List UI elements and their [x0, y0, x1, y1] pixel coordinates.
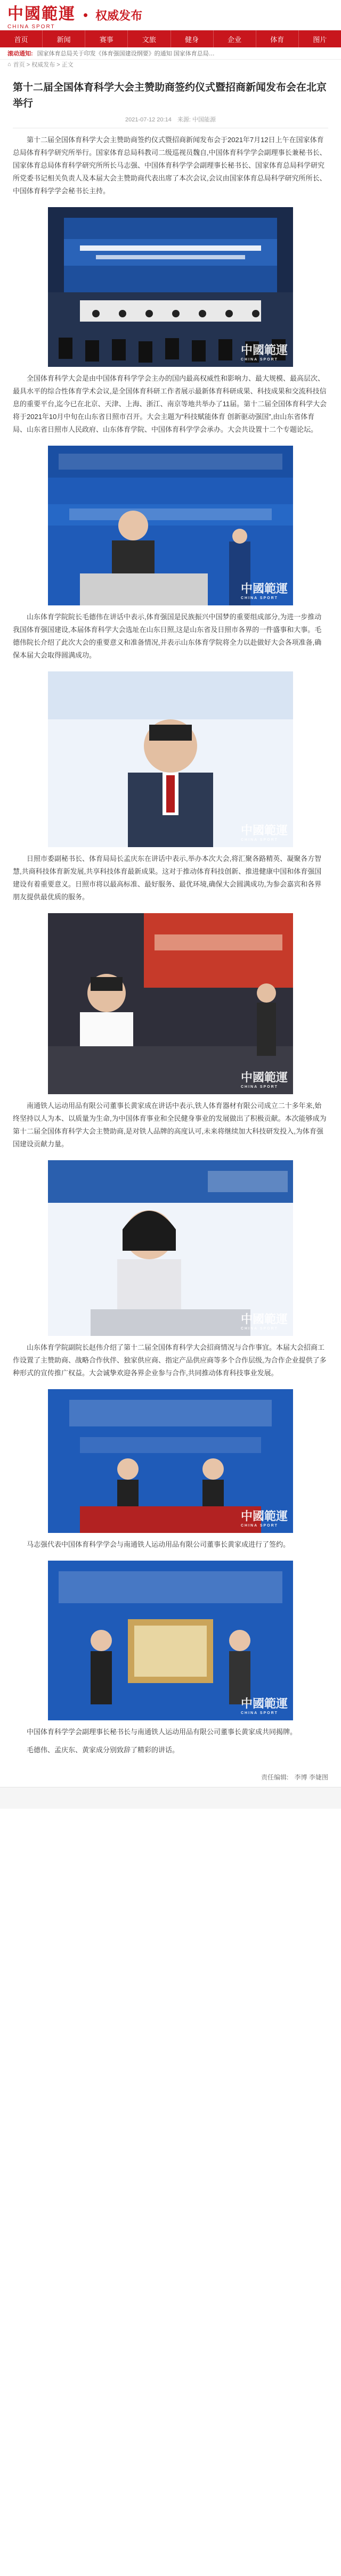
- paragraph: 日照市委副秘书长、体育局局长孟庆东在讲话中表示,举办本次大会,将汇聚各路精英、凝聚各方智慧,共商科技体育新发展,共享科技体育最新成果。这对于推动体育科技创新、推进健康中国和体育强国建设有着重要意义。日照市将以最高标准、最好服务、最优环境,确保大会圆满成功,为参会嘉宾和各界朋友提供最优质的服务。: [13, 855, 322, 901]
- article-title: 第十二届全国体育科学大会主赞助商签约仪式暨招商新闻发布会在北京举行: [13, 82, 327, 109]
- speaker-man-illustration: [48, 671, 293, 847]
- paragraph: 第十二届全国体育科学大会主赞助商签约仪式暨招商新闻发布会于2021年7月12日上午在国家体育总局体育科学研究所举行。国家体育总局科教司二级巡视员魏自,中国体育科学学会副理事长兼秘书长、国家体育总局体育科学研究所所长马志强、中国体育科学学会副理事长秘书长、国家体育总局科学研究所党委书记相关负责人及本届大会主赞助商代表出席了本次会议,会议由国家体育总局科学研究所所长、中国体育科学学会秘书长主持。: [13, 136, 327, 195]
- article-source: 来源: 中国能源: [177, 117, 216, 123]
- photo-speaker-man: [48, 671, 293, 847]
- article-meta: [13, 115, 328, 128]
- paragraph: 南通铁人运动用品有限公司董事长黄家成在讲话中表示,铁人体育器材有限公司成立二十多年来,始终坚持以人为本、以质量为生命,为中国体育事业和全民健身事业的发展做出了积极贡献。本次能够成为第十二届全国体育科学大会主赞助商,是对铁人品牌的高度认可,未来将继续加大科技研发投入,为体育强国建设贡献力量。: [13, 1102, 327, 1148]
- breadcrumb: [0, 60, 341, 69]
- notice-text[interactable]: 国家体育总局关于印发《体育强国建设纲要》的通知 国家体育总局…: [37, 51, 215, 57]
- paragraph: 马志强代表中国体育科学学会与南通铁人运动用品有限公司董事长黄家成进行了签约。: [27, 1540, 290, 1548]
- photo-signing: [48, 1389, 293, 1533]
- notice-label: 滚动通知:: [7, 51, 33, 57]
- nav-item[interactable]: 图片: [313, 35, 327, 44]
- watermark: 中國範運 CHINA SPORT: [240, 1312, 288, 1331]
- photo-plaque: [48, 1561, 293, 1720]
- photo-stage-banner: [48, 207, 293, 367]
- speaker-red-illustration: [48, 913, 293, 1094]
- section-title: 权威发布: [95, 9, 143, 22]
- logo-text: 中國範運: [7, 4, 76, 23]
- logo-separator: •: [83, 6, 88, 23]
- nav-item[interactable]: 赛事: [85, 30, 128, 47]
- speaker-woman-illustration: [48, 1160, 293, 1336]
- photo-speaker-podium: [48, 446, 293, 605]
- article-date: 2021-07-12 20:14: [125, 117, 172, 123]
- nav-item[interactable]: 企业: [214, 30, 256, 47]
- main-nav: [0, 30, 341, 47]
- site-header: [0, 0, 341, 30]
- editor-line: [0, 1762, 341, 1787]
- site-logo[interactable]: [7, 1, 142, 30]
- scroll-notice: [0, 47, 341, 60]
- watermark: 中國範運 CHINA SPORT: [240, 1071, 288, 1089]
- nav-item[interactable]: 健身: [171, 30, 214, 47]
- paragraph: 山东体育学院院长毛德伟在讲话中表示,体育强国是民族振兴中国梦的重要组成部分,为进一步推动我国体育强国建设,本届体育科学大会选址在山东日照,这是山东省及日照市各界的一件盛事和大事。毛德伟院长介绍了此次大会的重要意义和准备情况,并表示山东体育学院将全力以赴做好大会各项准备,确保本届大会取得圆满成功。: [13, 613, 322, 659]
- nav-item[interactable]: 文旅: [128, 30, 170, 47]
- nav-item[interactable]: 新闻: [43, 30, 85, 47]
- photo-speaker-woman: [48, 1160, 293, 1336]
- breadcrumb-text[interactable]: 首页 > 权威发布 > 正文: [13, 62, 74, 68]
- paragraph: 山东体育学院副院长赵伟介绍了第十二届全国体育科学大会招商情况与合作事宜。本届大会招商工作设置了主赞助商、战略合作伙伴、独家供应商、指定产品供应商等多个合作层级,为合作企业提供了多种形式的宣传推广权益。大会诚挚欢迎各界企业参与合作,共同推动体育科技事业发展。: [13, 1343, 327, 1377]
- nav-item[interactable]: 首页: [0, 30, 43, 47]
- paragraph: 中国体育科学学会副理事长秘书长与南通铁人运动用品有限公司董事长黄家成共同揭牌。: [27, 1728, 297, 1736]
- editor-names: 李博 李婕图: [294, 1774, 328, 1781]
- editor-label: 责任编辑:: [261, 1774, 289, 1781]
- home-icon: ⌂: [7, 61, 11, 68]
- logo-subtitle: CHINA SPORT: [7, 23, 55, 30]
- watermark: 中國範運 CHINA SPORT: [240, 1509, 288, 1528]
- nav-item[interactable]: 体育: [256, 30, 299, 47]
- watermark: 中國範運 CHINA SPORT: [240, 1697, 288, 1715]
- paragraph: 毛德伟、孟庆东、黄家成分别致辞了精彩的讲话。: [27, 1746, 180, 1754]
- paragraph: 全国体育科学大会是由中国体育科学学会主办的国内最高权威性和影响力、最大规模、最高层次、最具水平的综合性体育学术会议,是全国体育科研工作者展示最新体育科研成果、科技成果和交流科技信息的重要平台,迄今已在北京、天津、上海、浙江、南京等地共举办了11届。第十二届全国体育科学大会将于2021年10月中旬在山东省日照市召开。大会主题为“科技赋能体育 创新驱动强国”,由山东省体育局、山东省日照市人民政府、山东体育学院、中国体育科学学会承办。大会共设置十二个专题论坛。: [13, 374, 327, 433]
- watermark: 中國範運 CHINA SPORT: [240, 824, 288, 842]
- watermark: 中國範運 CHINA SPORT: [240, 343, 288, 362]
- watermark: 中國範運 CHINA SPORT: [240, 582, 288, 600]
- page-footer: [0, 1787, 341, 1809]
- article: [0, 80, 341, 1757]
- photo-speaker-red: [48, 913, 293, 1094]
